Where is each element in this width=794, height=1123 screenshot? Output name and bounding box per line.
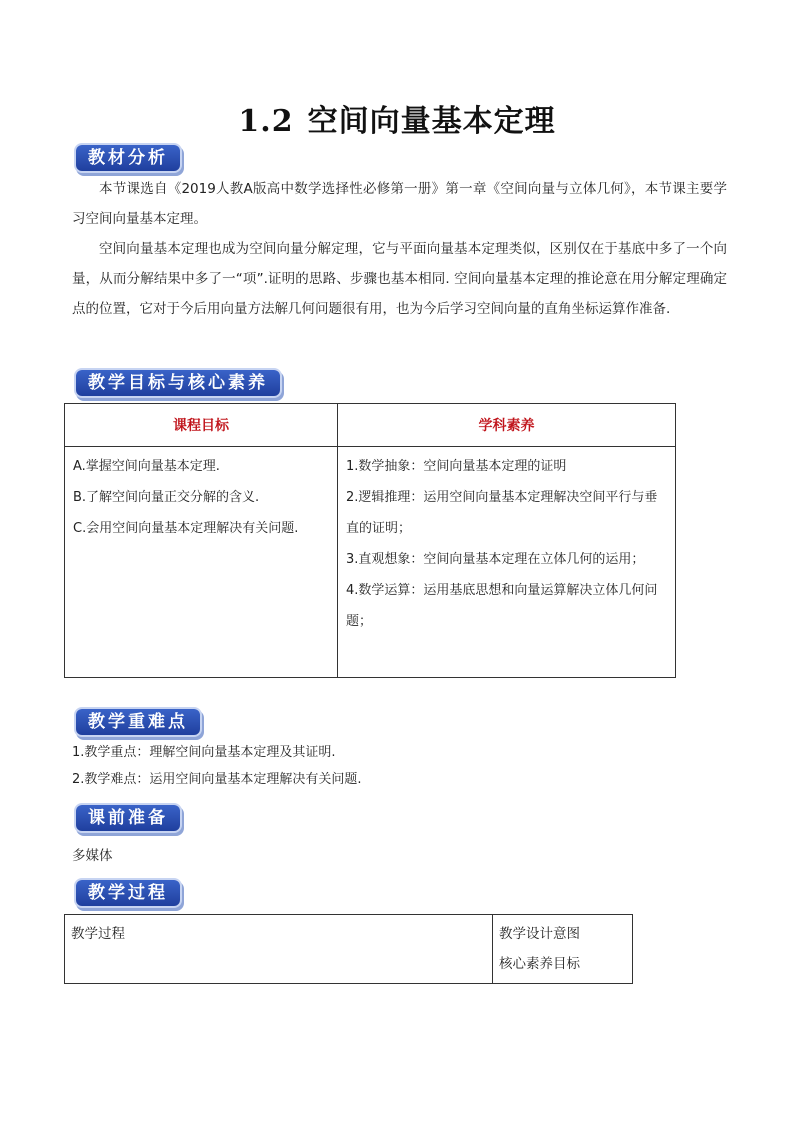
analysis-paragraph-2: 空间向量基本定理也成为空间向量分解定理，它与平面向量基本定理类似，区别仅在于基底中多了一个向量，从而分解结果中多了一“项”.证明的思路、步骤也基本相同. 空间向量基本定理的推论意在用分解定理确定点的位置，它对于今后用向量方法解几何问题很有用，也为今后学习空间向量的直角坐标运算作准备. [72,241,727,317]
section-heading-goals: 教学目标与核心素养 [76,370,280,396]
page-title [0,96,794,140]
literacy-item: 3.直观想象：空间向量基本定理在立体几何的运用； [346,552,645,567]
section-heading-keypoints: 教学重难点 [76,709,200,735]
literacy-item: 1.数学抽象：空间向量基本定理的证明 [346,459,567,474]
course-goal-item: C.会用空间向量基本定理解决有关问题. [73,521,299,536]
core-literacy-label: 核心素养目标 [499,956,580,972]
analysis-paragraph-1: 本节课选自《2019人教A版高中数学选择性必修第一册》第一章《空间向量与立体几何》，本节课主要学习空间向量基本定理。 [72,181,727,227]
goals-table [64,403,676,678]
process-column-label: 教学过程 [71,926,125,942]
process-table [64,914,633,984]
goals-header-course: 课程目标 [65,404,338,447]
goals-header-literacy: 学科素养 [338,404,676,447]
keypoint-item: 1.教学重点：理解空间向量基本定理及其证明. [72,745,336,760]
literacy-item: 2.逻辑推理：运用空间向量基本定理解决空间平行与垂直的证明； [346,490,658,536]
section-heading-process: 教学过程 [76,880,180,906]
section-heading-preparation: 课前准备 [76,805,180,831]
design-intent-cell [493,915,633,984]
preparation-text: 多媒体 [72,848,113,864]
process-column-cell [65,915,493,984]
design-intent-label: 教学设计意图 [499,926,580,942]
section-heading-analysis: 教材分析 [76,145,180,171]
literacy-item: 4.数学运算：运用基底思想和向量运算解决立体几何问题； [346,583,658,629]
course-goal-item: B.了解空间向量正交分解的含义. [73,490,260,505]
keypoint-item: 2.教学难点：运用空间向量基本定理解决有关问题. [72,772,362,787]
course-goals-cell [65,447,338,678]
course-goal-item: A.掌握空间向量基本定理. [73,459,220,474]
title-text: 空间向量基本定理 [307,104,556,139]
literacy-cell [338,447,676,678]
section-number: 1.2 [238,104,294,139]
